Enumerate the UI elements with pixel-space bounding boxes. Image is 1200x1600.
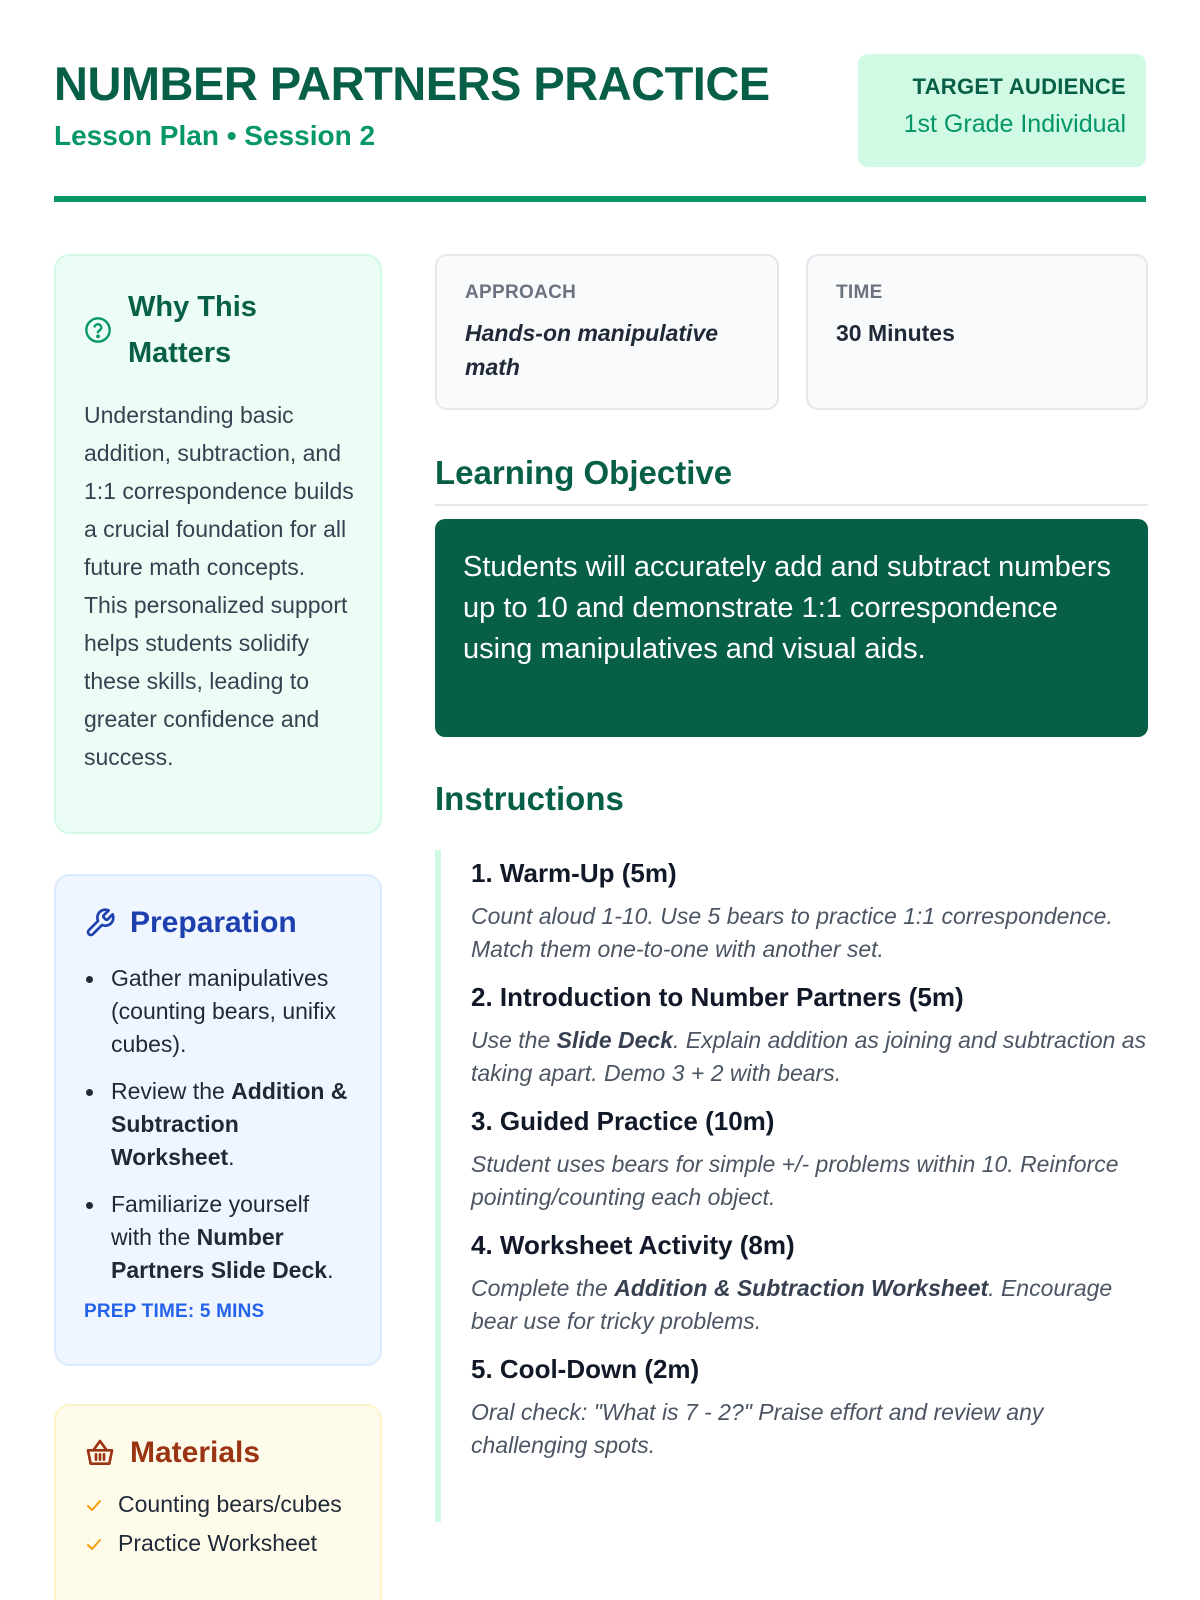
step-title: 3. Guided Practice (10m) <box>471 1106 775 1136</box>
target-audience-badge <box>858 54 1146 167</box>
time-label: TIME <box>836 282 883 303</box>
instructions-list <box>435 850 1148 1522</box>
basket-icon <box>84 1437 116 1469</box>
step-title: 1. Warm-Up (5m) <box>471 858 677 888</box>
list-item: Counting bears/cubes <box>84 1488 356 1521</box>
materials-title: Materials <box>130 1436 261 1469</box>
step-description: Count aloud 1-10. Use 5 bears to practice 1:1 correspondence. Match them one-to-one with another set. <box>471 903 1113 962</box>
preparation-title: Preparation <box>130 906 297 939</box>
question-circle-icon <box>84 316 112 344</box>
step-description: Complete the Addition & Subtraction Worksheet. Encourage bear use for tricky problems. <box>471 1275 1113 1334</box>
check-icon <box>86 1536 102 1552</box>
materials-list <box>84 1488 356 1560</box>
lesson-header <box>54 54 1146 202</box>
step-description: Oral check: "What is 7 - 2?" Praise effort and review any challenging spots. <box>471 1399 1044 1458</box>
preparation-card <box>54 874 382 1366</box>
learning-objective-box: Students will accurately add and subtract numbers up to 10 and demonstrate 1:1 correspondence using manipulatives and visual aids. <box>435 519 1148 737</box>
list-item: Familiarize yourself with the Number Partners Slide Deck. <box>84 1188 356 1287</box>
page-title: NUMBER PARTNERS PRACTICE <box>54 57 770 110</box>
learning-objective-heading: Learning Objective <box>435 454 1148 506</box>
page-subtitle: Lesson Plan • Session 2 <box>54 120 376 151</box>
approach-card <box>435 254 779 410</box>
instructions-heading: Instructions <box>435 780 624 817</box>
list-item: Gather manipulatives (counting bears, unifix cubes). <box>84 962 356 1061</box>
why-this-matters-title: Why This Matters <box>128 291 257 369</box>
instruction-step <box>471 856 1148 966</box>
step-title: 2. Introduction to Number Partners (5m) <box>471 982 964 1012</box>
why-this-matters-text: Understanding basic addition, subtraction, and 1:1 correspondence builds a crucial foundation for all future math concepts. This personalized support helps students solidify these skills, leading to greater confidence and success. <box>84 402 354 770</box>
preparation-list <box>84 962 356 1287</box>
target-audience-label: TARGET AUDIENCE <box>912 74 1126 99</box>
step-description: Use the Slide Deck. Explain addition as joining and subtraction as taking apart. Demo 3 + 2 with bears. <box>471 1027 1147 1086</box>
step-description: Student uses bears for simple +/- problems within 10. Reinforce pointing/counting each object. <box>471 1151 1119 1210</box>
instruction-step <box>471 1104 1148 1214</box>
step-title: 5. Cool-Down (2m) <box>471 1354 700 1384</box>
prep-time-label: PREP TIME: 5 MINS <box>84 1301 265 1322</box>
approach-label: APPROACH <box>465 282 577 303</box>
step-title: 4. Worksheet Activity (8m) <box>471 1230 795 1260</box>
instruction-step <box>471 1228 1148 1338</box>
time-value: 30 Minutes <box>836 320 955 346</box>
time-card <box>806 254 1148 410</box>
target-audience-value: 1st Grade Individual <box>903 110 1126 138</box>
list-item: Practice Worksheet <box>84 1527 356 1560</box>
approach-value: Hands-on manipulative math <box>465 320 719 380</box>
wrench-icon <box>84 907 116 939</box>
instruction-step <box>471 980 1148 1090</box>
materials-card <box>54 1404 382 1600</box>
instruction-step <box>471 1352 1148 1462</box>
why-this-matters-card <box>54 254 382 834</box>
check-icon <box>86 1497 102 1513</box>
list-item: Review the Addition & Subtraction Worksheet. <box>84 1075 356 1174</box>
